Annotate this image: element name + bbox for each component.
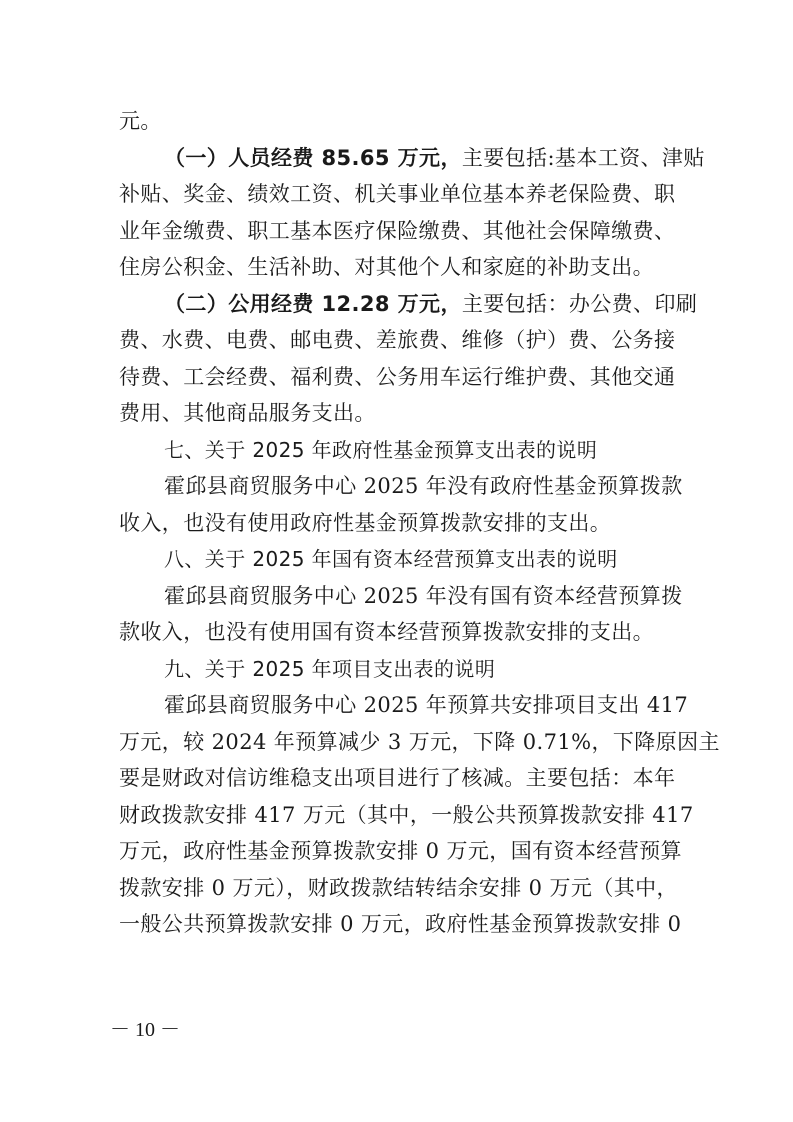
text-span: 主要包括：办公费、印刷 <box>461 292 698 316</box>
text-line: 霍邱县商贸服务中心 2025 年没有国有资本经营预算拨 <box>164 584 683 608</box>
text-line: 财政拨款安排 417 万元（其中，一般公共预算拨款安排 417 <box>119 803 694 827</box>
paragraph-public-expenses <box>164 286 698 322</box>
text-line: 补贴、奖金、绩效工资、机关事业单位基本养老保险费、职 <box>119 182 676 206</box>
text-line: 万元，较 2024 年预算减少 3 万元，下降 0.71%，下降原因主 <box>119 730 720 754</box>
text-line: 住房公积金、生活补助、对其他个人和家庭的补助支出。 <box>119 255 654 279</box>
text-line: 一般公共预算拨款安排 0 万元，政府性基金预算拨款安排 0 <box>119 912 682 936</box>
text-line: 要是财政对信访维稳支出项目进行了核减。主要包括：本年 <box>119 766 676 790</box>
bold-lead: （一）人员经费 85.65 万元， <box>164 146 462 170</box>
text-line: 收入，也没有使用政府性基金预算拨款安排的支出。 <box>119 511 612 535</box>
page-number: － 10 － <box>110 1019 180 1041</box>
text-line: 费、水费、电费、邮电费、差旅费、维修（护）费、公务接 <box>119 328 676 352</box>
text-span: 主要包括:基本工资、津贴 <box>461 146 705 170</box>
text-line: 万元，政府性基金预算拨款安排 0 万元，国有资本经营预算 <box>119 839 682 863</box>
paragraph-personnel-expenses <box>164 140 705 176</box>
text-line: 款收入，也没有使用国有资本经营预算拨款安排的支出。 <box>119 620 654 644</box>
text-line: 霍邱县商贸服务中心 2025 年没有政府性基金预算拨款 <box>164 474 683 498</box>
text-line: 拨款安排 0 万元），财政拨款结转结余安排 0 万元（其中， <box>119 876 678 900</box>
text-line: 待费、工会经费、福利费、公务用车运行维护费、其他交通 <box>119 365 676 389</box>
section-heading-8: 八、关于 2025 年国有资本经营预算支出表的说明 <box>164 547 618 571</box>
section-heading-9: 九、关于 2025 年项目支出表的说明 <box>164 657 496 681</box>
text-line: 元。 <box>119 109 162 133</box>
text-line: 业年金缴费、职工基本医疗保险缴费、其他社会保障缴费、 <box>119 219 676 243</box>
bold-lead: （二）公用经费 12.28 万元， <box>164 292 462 316</box>
section-heading-7: 七、关于 2025 年政府性基金预算支出表的说明 <box>164 438 598 462</box>
text-line: 霍邱县商贸服务中心 2025 年预算共安排项目支出 417 <box>164 693 689 717</box>
text-line: 费用、其他商品服务支出。 <box>119 401 376 425</box>
